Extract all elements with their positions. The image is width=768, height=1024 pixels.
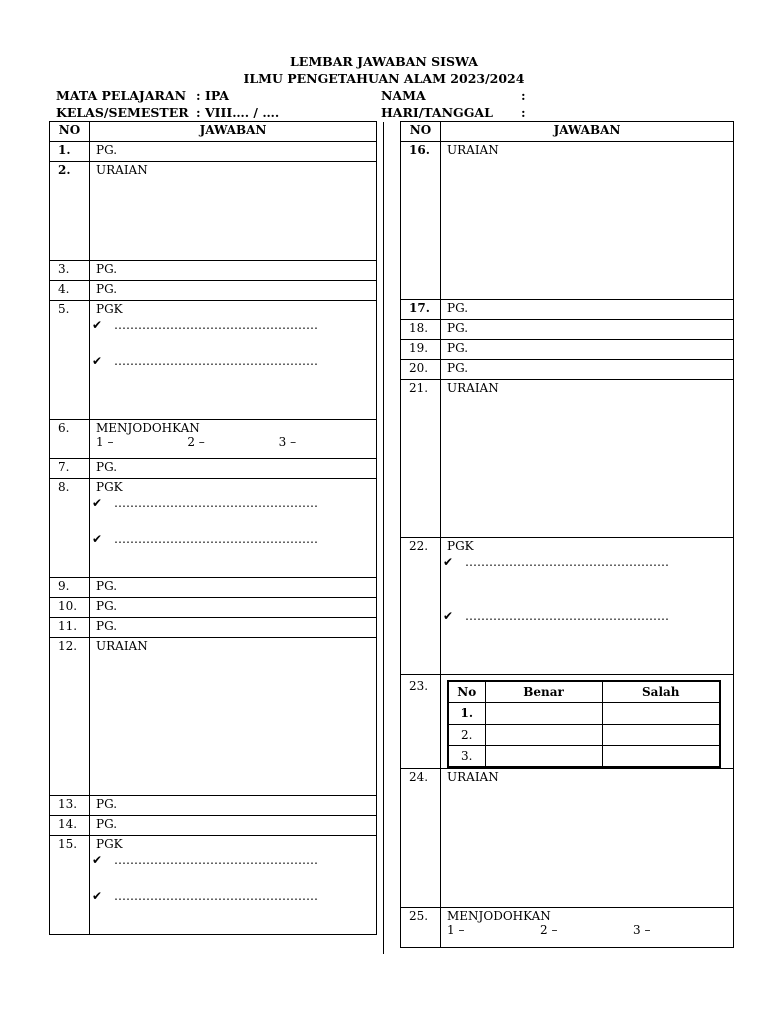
answer-row-22[interactable] <box>401 538 734 675</box>
answer-type: PG. <box>441 300 734 320</box>
tf-row-3 <box>448 746 720 768</box>
tf-salah-cell[interactable] <box>602 703 720 725</box>
answer-cell <box>441 908 734 948</box>
row-number: 25. <box>401 908 441 948</box>
answer-type: PG. <box>90 261 377 281</box>
check-icon: ✔ <box>92 889 103 903</box>
answer-row-8[interactable] <box>50 479 377 578</box>
row-number: 5. <box>50 301 90 420</box>
subject-value: : IPA <box>196 88 230 103</box>
row-number: 14. <box>50 816 90 836</box>
answer-row-19[interactable] <box>401 340 734 360</box>
matching-answers <box>447 923 727 937</box>
answer-row-24[interactable] <box>401 769 734 908</box>
answer-type: PG. <box>90 142 377 162</box>
answer-type: PGK <box>447 539 474 553</box>
row-number: 20. <box>401 360 441 380</box>
answer-row-6[interactable] <box>50 420 377 459</box>
tf-benar-cell[interactable] <box>485 724 602 746</box>
answer-type: PG. <box>90 578 377 598</box>
answer-row-20[interactable] <box>401 360 734 380</box>
tf-row-number: 3. <box>448 746 485 768</box>
answer-row-7[interactable] <box>50 459 377 479</box>
tf-header-no: No <box>448 681 485 703</box>
checklist-line[interactable] <box>92 853 370 867</box>
answer-row-2[interactable] <box>50 162 377 261</box>
true-false-table <box>447 680 721 768</box>
answer-table-left <box>49 121 377 935</box>
row-number: 6. <box>50 420 90 459</box>
answer-row-25[interactable] <box>401 908 734 948</box>
row-number: 4. <box>50 281 90 301</box>
check-icon: ✔ <box>443 609 454 623</box>
answer-type: PGK <box>96 480 123 494</box>
answer-type: PG. <box>90 796 377 816</box>
row-number: 12. <box>50 638 90 796</box>
answer-blank: …………………………………………… <box>465 609 669 623</box>
answer-row-18[interactable] <box>401 320 734 340</box>
tf-salah-cell[interactable] <box>602 724 720 746</box>
answer-row-10[interactable] <box>50 598 377 618</box>
answer-type: PG. <box>90 618 377 638</box>
check-icon: ✔ <box>92 853 103 867</box>
check-icon: ✔ <box>92 532 103 546</box>
col-answer-header: JAWABAN <box>441 122 734 142</box>
answer-type: PGK <box>96 837 123 851</box>
tf-salah-cell[interactable] <box>602 746 720 768</box>
answer-cell <box>90 301 377 420</box>
check-icon: ✔ <box>92 354 103 368</box>
tf-benar-cell[interactable] <box>485 746 602 768</box>
answer-type: URAIAN <box>441 142 734 300</box>
checklist-line[interactable] <box>443 555 727 569</box>
answer-blank: …………………………………………… <box>465 555 669 569</box>
answer-row-9[interactable] <box>50 578 377 598</box>
row-number: 17. <box>401 300 441 320</box>
row-number: 3. <box>50 261 90 281</box>
answer-type: URAIAN <box>90 162 377 261</box>
subject-label: MATA PELAJARAN <box>56 88 187 103</box>
answer-type: PG. <box>90 281 377 301</box>
check-icon: ✔ <box>92 318 103 332</box>
match-item-1[interactable]: 1 – <box>447 923 465 937</box>
answer-cell <box>90 836 377 935</box>
tf-header-salah: Salah <box>602 681 720 703</box>
answer-row-14[interactable] <box>50 816 377 836</box>
match-item-2[interactable]: 2 – <box>187 435 205 449</box>
match-item-3[interactable]: 3 – <box>633 923 651 937</box>
check-icon: ✔ <box>443 555 454 569</box>
row-number: 2. <box>50 162 90 261</box>
tf-header-benar: Benar <box>485 681 602 703</box>
tf-row-1 <box>448 703 720 725</box>
answer-row-3[interactable] <box>50 261 377 281</box>
answer-type: PG. <box>90 598 377 618</box>
checklist-line[interactable] <box>92 354 370 368</box>
answer-row-15[interactable] <box>50 836 377 935</box>
row-number: 7. <box>50 459 90 479</box>
answer-type: PG. <box>441 360 734 380</box>
name-label: NAMA <box>381 88 426 103</box>
answer-blank: …………………………………………… <box>114 532 318 546</box>
sheet-subtitle: ILMU PENGETAHUAN ALAM 2023/2024 <box>243 71 525 86</box>
checklist-line[interactable] <box>92 532 370 546</box>
answer-row-21[interactable] <box>401 380 734 538</box>
answer-type: URAIAN <box>441 769 734 908</box>
row-number: 18. <box>401 320 441 340</box>
col-no-header: NO <box>50 122 90 142</box>
name-field[interactable]: : <box>521 88 526 103</box>
row-number: 1. <box>50 142 90 162</box>
row-number: 11. <box>50 618 90 638</box>
answer-cell <box>441 538 734 675</box>
class-value: : VIII…. / …. <box>196 105 280 120</box>
row-number: 23. <box>401 675 441 769</box>
answer-blank: …………………………………………… <box>114 318 318 332</box>
class-label: KELAS/SEMESTER <box>56 105 189 120</box>
checklist-line[interactable] <box>92 496 370 510</box>
answer-row-5[interactable] <box>50 301 377 420</box>
date-label: HARI/TANGGAL <box>381 105 493 120</box>
answer-cell <box>441 675 734 769</box>
answer-type: MENJODOHKAN <box>96 421 200 435</box>
answer-cell <box>90 420 377 459</box>
answer-type: PG. <box>441 320 734 340</box>
answer-type: URAIAN <box>90 638 377 796</box>
row-number: 22. <box>401 538 441 675</box>
answer-type: PG. <box>441 340 734 360</box>
matching-answers <box>96 435 370 449</box>
row-number: 15. <box>50 836 90 935</box>
answer-type: URAIAN <box>441 380 734 538</box>
answer-cell <box>90 479 377 578</box>
answer-blank: …………………………………………… <box>114 354 318 368</box>
row-number: 24. <box>401 769 441 908</box>
answer-type: PG. <box>90 459 377 479</box>
answer-table-right <box>400 121 734 948</box>
answer-row-1[interactable] <box>50 142 377 162</box>
answer-row-11[interactable] <box>50 618 377 638</box>
tf-row-number: 1. <box>448 703 485 725</box>
answer-type: MENJODOHKAN <box>447 909 551 923</box>
check-icon: ✔ <box>92 496 103 510</box>
match-item-3[interactable]: 3 – <box>278 435 297 449</box>
col-no-header: NO <box>401 122 441 142</box>
row-number: 9. <box>50 578 90 598</box>
col-answer-header: JAWABAN <box>90 122 377 142</box>
checklist-line[interactable] <box>443 609 727 623</box>
row-number: 13. <box>50 796 90 816</box>
answer-blank: …………………………………………… <box>114 889 318 903</box>
tf-row-2 <box>448 724 720 746</box>
answer-row-12[interactable] <box>50 638 377 796</box>
sheet-title: LEMBAR JAWABAN SISWA <box>290 54 478 69</box>
tf-row-number: 2. <box>448 724 485 746</box>
row-number: 19. <box>401 340 441 360</box>
answer-blank: …………………………………………… <box>114 853 318 867</box>
answer-type: PG. <box>90 816 377 836</box>
tf-benar-cell[interactable] <box>485 703 602 725</box>
match-item-2[interactable]: 2 – <box>540 923 558 937</box>
checklist-line[interactable] <box>92 318 370 332</box>
column-separator <box>383 122 384 954</box>
answer-row-16[interactable] <box>401 142 734 300</box>
checklist-line[interactable] <box>92 889 370 903</box>
row-number: 10. <box>50 598 90 618</box>
row-number: 21. <box>401 380 441 538</box>
row-number: 16. <box>401 142 441 300</box>
row-number: 8. <box>50 479 90 578</box>
match-item-1[interactable]: 1 – <box>96 435 114 449</box>
date-field[interactable]: : <box>521 105 526 120</box>
answer-row-23[interactable] <box>401 675 734 769</box>
answer-row-13[interactable] <box>50 796 377 816</box>
answer-type: PGK <box>96 302 123 316</box>
answer-row-17[interactable] <box>401 300 734 320</box>
answer-blank: …………………………………………… <box>114 496 318 510</box>
answer-row-4[interactable] <box>50 281 377 301</box>
